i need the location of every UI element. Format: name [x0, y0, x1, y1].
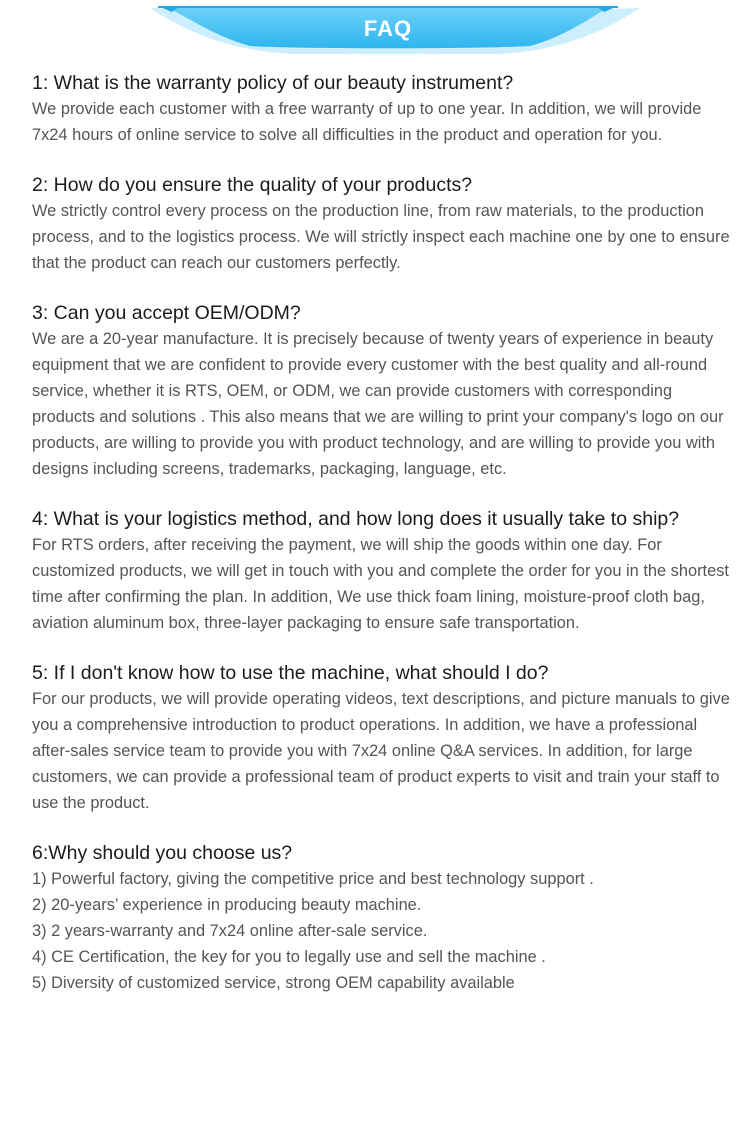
faq-question: 2: How do you ensure the quality of your products? — [32, 174, 473, 196]
reason-item: 5) Diversity of customized service, strong OEM capability available — [32, 974, 515, 992]
faq-question: 3: Can you accept OEM/ODM? — [32, 302, 301, 324]
faq-item-why-us — [32, 840, 732, 996]
faq-question: 5: If I don't know how to use the machine, what should I do? — [32, 662, 549, 684]
faq-answer: We provide each customer with a free warranty of up to one year. In addition, we will provide 7x24 hours of online service to solve all difficulties in the product and operation for you. — [32, 100, 702, 144]
reason-item: 1) Powerful factory, giving the competitive price and best technology support . — [32, 870, 594, 888]
faq-question: 4: What is your logistics method, and how long does it usually take to ship? — [32, 508, 680, 530]
faq-item-warranty — [32, 70, 732, 148]
reason-item: 4) CE Certification, the key for you to legally use and sell the machine . — [32, 948, 546, 966]
faq-list — [32, 70, 732, 996]
faq-item-quality — [32, 172, 732, 276]
faq-answer: For our products, we will provide operating videos, text descriptions, and picture manuals to give you a comprehensive introduction to product operations. In addition, we have a professional after-sales service team to provide you with 7x24 online Q&A services. In addition, for large customers, we can provide a professional team of product experts to visit and train your staff to use the product. — [32, 690, 730, 812]
reason-item: 3) 2 years-warranty and 7x24 online after-sale service. — [32, 922, 428, 940]
faq-item-logistics — [32, 506, 732, 636]
faq-item-usage — [32, 660, 732, 816]
page-title: FAQ — [363, 16, 413, 41]
reason-item: 2) 20-years’ experience in producing beauty machine. — [32, 896, 422, 914]
faq-answer: We strictly control every process on the production line, from raw materials, to the production process, and to the logistics process. We will strictly inspect each machine one by one to ensure that the product can reach our customers perfectly. — [32, 202, 730, 272]
faq-question: 1: What is the warranty policy of our beauty instrument? — [32, 72, 514, 94]
faq-answer: We are a 20-year manufacture. It is precisely because of twenty years of experience in beauty equipment that we are confident to provide every customer with the best quality and all-round service, whether it is RTS, OEM, or ODM, we can provide customers with corresponding products and solutions . This also means that we are willing to print your company's logo on our products, are willing to provide you with product technology, and are willing to provide you with designs including screens, trademarks, packaging, language, etc. — [32, 330, 724, 478]
faq-question: 6:Why should you choose us? — [32, 842, 293, 864]
faq-item-oem-odm — [32, 300, 732, 482]
faq-answer: For RTS orders, after receiving the payment, we will ship the goods within one day. For customized products, we will get in touch with you and complete the order for you in the shortest time after confirming the plan. In addition, We use thick foam lining, moisture-proof cloth bag, aviation aluminum box, three-layer packaging to ensure safe transportation. — [32, 536, 729, 632]
faq-banner — [0, 0, 750, 60]
